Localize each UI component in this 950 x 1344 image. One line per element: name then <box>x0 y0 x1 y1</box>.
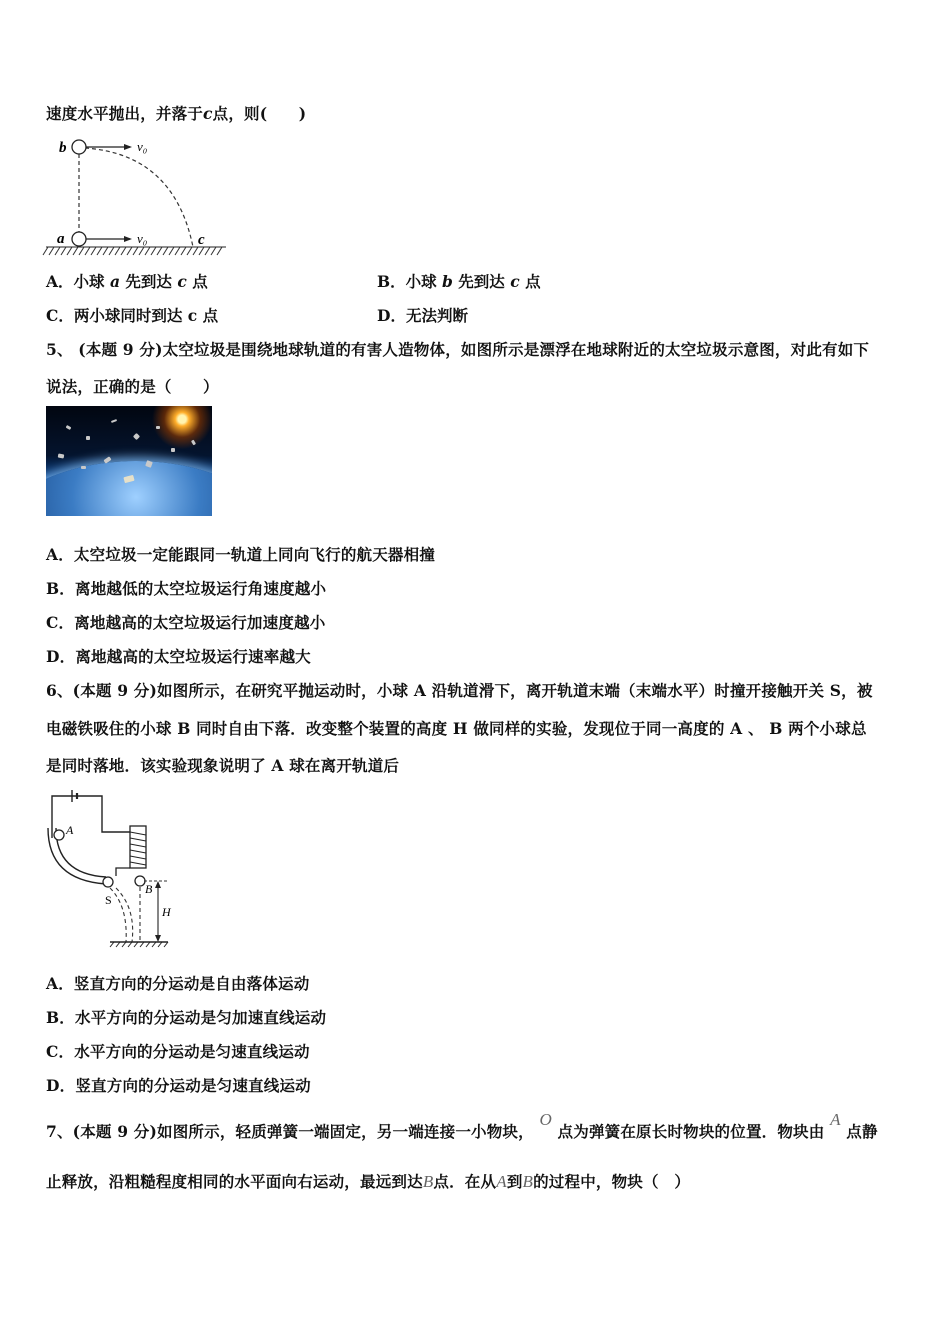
debris <box>81 466 86 469</box>
option-text: 小球 <box>405 272 437 291</box>
ground-hatch-line <box>133 247 138 255</box>
ground-hatch-line <box>103 247 108 255</box>
ground-hatch-line <box>121 247 126 255</box>
debris <box>111 419 117 423</box>
debris <box>133 433 140 440</box>
option-letter: C． <box>46 306 74 325</box>
q6-option-b[interactable]: B．水平方向的分运动是匀加速直线运动 <box>46 1008 327 1027</box>
ground-hatch-line <box>127 247 132 255</box>
q6-option-c[interactable]: C．水平方向的分运动是匀速直线运动 <box>46 1042 310 1061</box>
q7-math-A: A <box>830 1110 841 1129</box>
ball-b <box>72 140 86 154</box>
label-c: c <box>198 232 205 248</box>
ball-A <box>54 830 64 840</box>
ground-hatch-line <box>79 247 84 255</box>
debris <box>66 425 72 430</box>
q5-option-d[interactable]: D．离地越高的太空垃圾运行速率越大 <box>46 647 311 666</box>
ball-a <box>72 232 86 246</box>
ground-hatch-line <box>85 247 90 255</box>
q7-stem-line2 <box>46 1170 690 1192</box>
q6-stem-line1: 6、(本题 9 分)如图所示，在研究平抛运动时，小球 A 沿轨道滑下，离开轨道末端（末端水平）时撞开接触开关 S，被 <box>46 681 873 700</box>
q7-math-A: A <box>496 1172 507 1191</box>
ground-hatch-line <box>73 247 78 255</box>
ground-hatch-line <box>61 247 66 255</box>
label-b: b <box>59 140 67 156</box>
q7-text: 的过程中，物块（ ） <box>533 1172 691 1191</box>
space-debris-image <box>46 406 212 516</box>
q5-option-b[interactable]: B．离地越低的太空垃圾运行角速度越小 <box>46 579 327 598</box>
ground-hatch-line <box>199 247 204 255</box>
option-var: b <box>442 272 453 291</box>
q4-option-c[interactable] <box>46 304 218 326</box>
q7-math-B: B <box>422 1172 434 1191</box>
option-letter: B． <box>377 272 406 291</box>
ground-hatch-line <box>163 247 168 255</box>
ground-hatch-line <box>211 247 216 255</box>
ball-at-S <box>103 877 113 887</box>
q7-text: 7、(本题 9 分)如图所示，轻质弹簧一端固定，另一端连接一小物块， <box>46 1122 534 1141</box>
q6-stem-line3: 是同时落地．该实验现象说明了 A 球在离开轨道后 <box>46 756 400 775</box>
option-text: 点 <box>192 272 208 291</box>
q7-math-B: B <box>522 1172 534 1191</box>
ground-hatch-line <box>43 247 48 255</box>
label-v0-top: v₀ <box>137 139 148 154</box>
q5-option-c[interactable]: C．离地越高的太空垃圾运行加速度越小 <box>46 613 326 632</box>
ball-B <box>135 876 145 886</box>
option-text: 点 <box>525 272 541 291</box>
ground-hatch-line <box>175 247 180 255</box>
earth-shape <box>46 461 212 516</box>
ground-hatch-line <box>55 247 60 255</box>
ground-hatch-line <box>217 247 222 255</box>
q4-var-c: c <box>203 104 213 123</box>
q7-text: 止释放，沿粗糙程度相同的水平面向右运动，最远到达 <box>46 1172 423 1191</box>
label-a: a <box>57 231 65 247</box>
q5-option-a[interactable]: A．太空垃圾一定能跟同一轨道上同向飞行的航天器相撞 <box>46 545 436 564</box>
option-var: c <box>177 272 187 291</box>
label-v0-bottom: v₀ <box>137 231 148 246</box>
ground-hatch-line <box>187 247 192 255</box>
q5-stem-line2: 说法，正确的是（ ） <box>46 377 219 396</box>
option-text: 点 <box>202 306 219 325</box>
option-text: 小球 <box>73 272 105 291</box>
debris <box>58 454 65 459</box>
debris <box>86 436 90 440</box>
debris <box>156 426 160 429</box>
q7-math-O: O <box>539 1110 552 1129</box>
q7-stem-line1 <box>46 1110 878 1142</box>
q4-option-d[interactable] <box>377 304 468 326</box>
ground-hatch-line <box>169 247 174 255</box>
q4-stem-end: 点，则( ) <box>212 104 307 123</box>
option-letter: A． <box>46 272 74 291</box>
debris <box>191 440 196 446</box>
q4-option-b[interactable] <box>377 270 541 292</box>
ground-hatch-line <box>205 247 210 255</box>
ground-hatch-line <box>145 247 150 255</box>
q6-stem-line2: 电磁铁吸住的小球 B 同时自由下落．改变整个装置的高度 H 做同样的实验，发现位于同一高度的 A 、 B 两个小球总 <box>46 719 867 738</box>
q7-text: 到 <box>506 1172 523 1191</box>
q7-text: 点静 <box>846 1122 878 1141</box>
q4-stem-text: 速度水平抛出，并落于 <box>46 104 204 123</box>
ground-hatch-line <box>115 247 120 255</box>
ground-hatch-line <box>109 247 114 255</box>
ground-hatch-line <box>91 247 96 255</box>
ground-hatch-line <box>181 247 186 255</box>
q6-option-d[interactable]: D．竖直方向的分运动是匀速直线运动 <box>46 1076 311 1095</box>
label-B: B <box>145 882 153 896</box>
option-letter: D． <box>377 306 406 325</box>
option-text: 无法判断 <box>405 306 468 325</box>
option-text: 两小球同时到达 <box>73 306 183 325</box>
ground-hatch-line <box>97 247 102 255</box>
ground-hatch-line <box>67 247 72 255</box>
label-S: S <box>105 893 112 907</box>
q5-stem-line1: 5、 (本题 9 分)太空垃圾是围绕地球轨道的有害人造物体，如图所示是漂浮在地球附近的太空垃圾示意图，对此有如下 <box>46 340 870 359</box>
option-var: a <box>109 272 120 291</box>
ground-hatch-line <box>193 247 198 255</box>
ground-hatch-line <box>49 247 54 255</box>
ground-hatch-line <box>139 247 144 255</box>
label-A: A <box>66 823 74 837</box>
option-text: 先到达 <box>125 272 172 291</box>
q7-text: 点为弹簧在原长时物块的位置．物块由 <box>557 1122 825 1141</box>
option-text: 先到达 <box>458 272 505 291</box>
option-var: c <box>510 272 520 291</box>
q6-apparatus-figure <box>44 788 184 948</box>
debris <box>171 448 175 452</box>
label-H: H <box>162 905 171 919</box>
q6-option-a[interactable]: A．竖直方向的分运动是自由落体运动 <box>46 974 310 993</box>
ground-hatch-line <box>151 247 156 255</box>
option-var: c <box>187 306 198 325</box>
q4-stem-tail <box>46 102 306 124</box>
ground-hatch-line <box>157 247 162 255</box>
q4-projectile-figure <box>44 136 234 261</box>
q7-text: 点．在从 <box>433 1172 497 1191</box>
q4-option-a[interactable] <box>46 270 208 292</box>
